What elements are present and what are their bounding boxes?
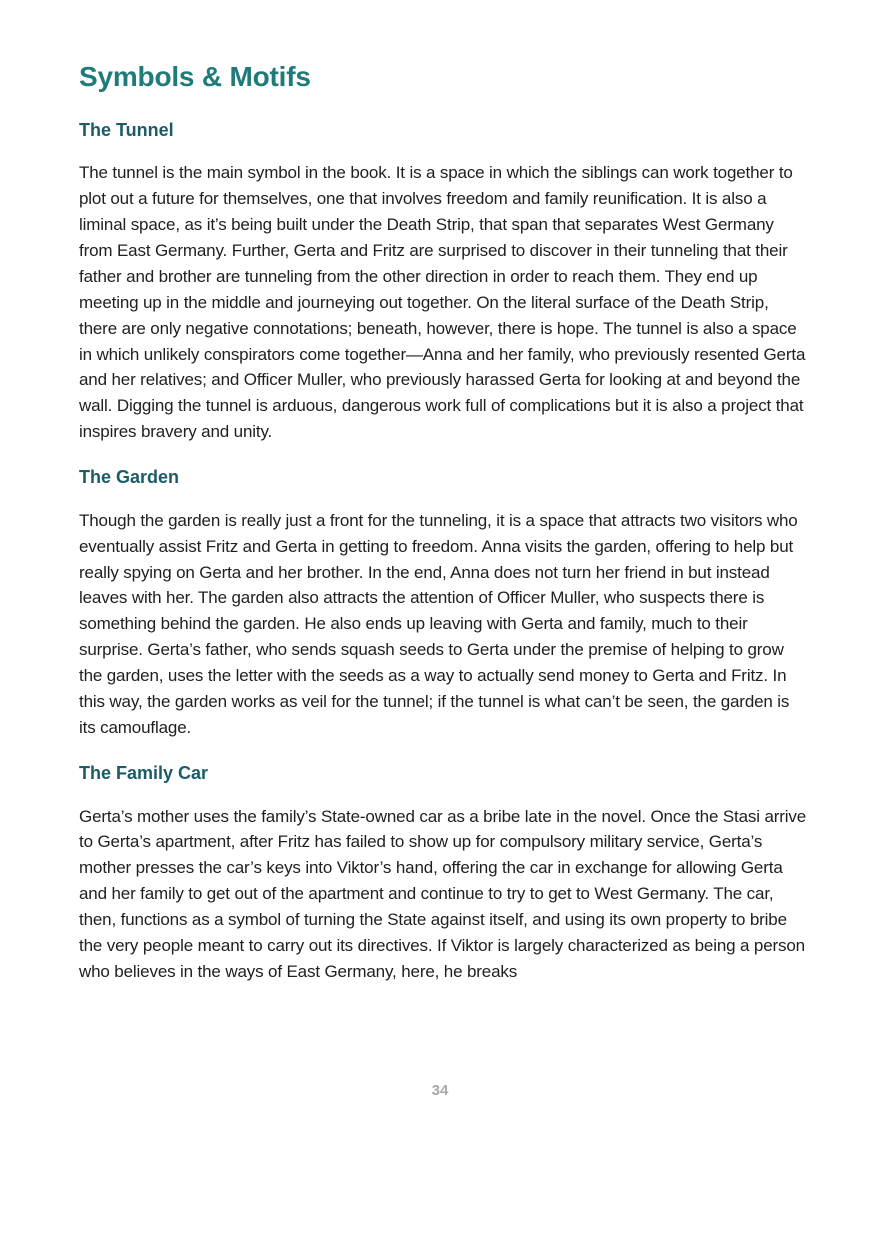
document-page (79, 60, 809, 985)
section-the-tunnel (79, 120, 809, 446)
section-paragraph: Though the garden is really just a front for the tunneling, it is a space that attracts two visitors who eventually assist Fritz and Gerta in getting to freedom. Anna visits the garden, offering to help but really spying on Gerta and her brother. In the end, Anna does not turn her friend in but instead leaves with her. The garden also attracts the attention of Officer Muller, who suspects there is something behind the garden. He also ends up leaving with Gerta and family, much to their surprise. Gerta’s father, who sends squash seeds to Gerta under the premise of helping to grow the garden, uses the letter with the seeds as a way to actually send money to Gerta and Fritz. In this way, the garden works as veil for the tunnel; if the tunnel is what can’t be seen, the garden is its camouflage. (79, 510, 798, 737)
page-title: Symbols & Motifs (79, 61, 311, 92)
section-heading: The Garden (79, 467, 180, 488)
section-heading: The Family Car (79, 762, 209, 783)
section-heading: The Tunnel (79, 119, 174, 140)
section-the-family-car (79, 763, 809, 985)
section-paragraph: The tunnel is the main symbol in the book. It is a space in which the siblings can work together to plot out a future for themselves, one that involves freedom and family reunification. It is also a liminal space, as it’s being built under the Death Strip, that span that separates West Germany from East Germany. Further, Gerta and Fritz are surprised to discover in their tunneling that their father and brother are tunneling from the other direction in order to reach them. They end up meeting up in the middle and journeying out together. On the literal surface of the Death Strip, there are only negative connotations; beneath, however, there is hope. The tunnel is also a space in which unlikely conspirators come together—Anna and her family, who previously resented Gerta and her relatives; and Officer Muller, who previously harassed Gerta for looking at and beyond the wall. Digging the tunnel is arduous, dangerous work full of complications but it is also a project that inspires bravery and unity. (79, 163, 806, 442)
section-paragraph: Gerta’s mother uses the family’s State-owned car as a bribe late in the novel. Once the Stasi arrive to Gerta’s apartment, after Fritz has failed to show up for compulsory military service, Gerta’s mother presses the car’s keys into Viktor’s hand, offering the car in exchange for allowing Gerta and her family to get out of the apartment and continue to try to get to West Germany. The car, then, functions as a symbol of turning the State against itself, and using its own property to bribe the very people meant to carry out its directives. If Viktor is largely characterized as being a person who believes in the ways of East Germany, here, he breaks (79, 806, 807, 981)
page-number: 34 (431, 1082, 449, 1099)
section-the-garden (79, 467, 809, 741)
